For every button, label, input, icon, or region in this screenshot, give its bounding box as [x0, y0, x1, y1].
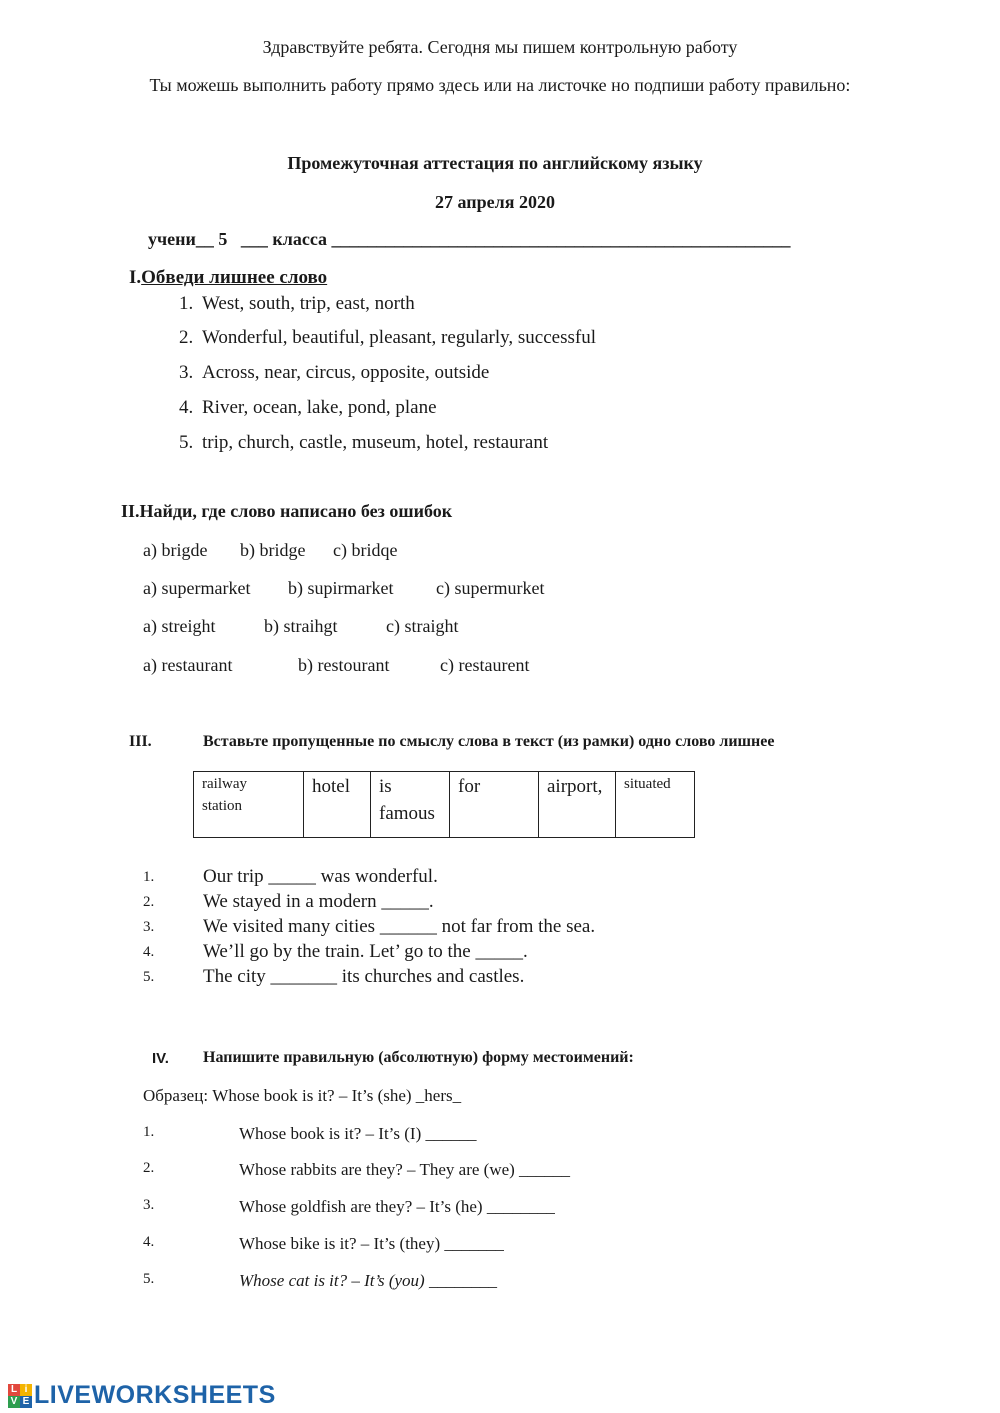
word-box-cell: hotel: [304, 772, 371, 838]
section-4-number: IV.: [152, 1050, 169, 1067]
page-title: Промежуточная аттестация по английскому языку: [287, 153, 703, 173]
item-number: 3.: [143, 919, 155, 935]
section-3-heading: Вставьте пропущенные по смыслу слова в текст (из рамки) одно слово лишнее: [203, 733, 775, 750]
item-text: The city _______ its churches and castles.: [203, 966, 525, 987]
item-text: We visited many cities ______ not far from the sea.: [203, 916, 596, 937]
item-number: 3.: [179, 362, 194, 383]
option-row: [143, 616, 843, 640]
item-text: Our trip _____ was wonderful.: [203, 866, 438, 887]
option-b[interactable]: b) straihgt: [264, 616, 338, 636]
list-item: [143, 916, 743, 940]
list-item: [179, 432, 779, 456]
item-number: 4.: [143, 944, 155, 960]
list-item: [143, 966, 743, 990]
item-number: 5.: [143, 1271, 155, 1287]
word-box-cell: is famous: [371, 772, 450, 838]
option-a[interactable]: a) brigde: [143, 540, 208, 560]
section-1-heading: [129, 267, 327, 289]
section-4-heading: Напишите правильную (абсолютную) форму местоимений:: [203, 1049, 634, 1066]
word-box-cell: situated: [616, 772, 695, 838]
logo-mark-icon: [8, 1384, 32, 1408]
item-text: Whose rabbits are they? – They are (we) ______: [239, 1160, 571, 1179]
item-number: 2.: [143, 1160, 155, 1176]
list-item: [143, 1271, 743, 1295]
item-number: 2.: [179, 327, 194, 348]
section-3-number: III.: [129, 733, 152, 750]
word-box-cell: railway station: [194, 772, 304, 838]
option-b[interactable]: b) restourant: [298, 655, 390, 675]
liveworksheets-logo[interactable]: [8, 1381, 276, 1410]
option-c[interactable]: c) bridqe: [333, 540, 398, 560]
student-line: учени__ 5 ___ класса ___________________________________________________: [148, 229, 791, 249]
item-text: Whose book is it? – It’s (I) ______: [239, 1124, 477, 1143]
word-box: [193, 771, 695, 838]
item-number: 2.: [143, 894, 155, 910]
item-number: 1.: [143, 1124, 155, 1140]
item-text: We stayed in a modern _____.: [203, 891, 434, 912]
item-text: Whose bike is it? – It’s (they) _______: [239, 1234, 504, 1253]
item-text: We’ll go by the train. Let’ go to the _____.: [203, 941, 528, 962]
option-c[interactable]: c) restaurent: [440, 655, 530, 675]
section-1-title: Обведи лишнее слово: [141, 267, 328, 288]
item-number: 4.: [179, 397, 194, 418]
item-text: Across, near, circus, opposite, outside: [202, 362, 490, 383]
list-item: [143, 941, 743, 965]
option-row: [143, 540, 843, 564]
item-number: 4.: [143, 1234, 155, 1250]
option-b[interactable]: b) bridge: [240, 540, 306, 560]
option-b[interactable]: b) supirmarket: [288, 578, 394, 598]
list-item: [143, 1234, 743, 1258]
option-a[interactable]: a) supermarket: [143, 578, 251, 598]
option-c[interactable]: c) supermurket: [436, 578, 545, 598]
list-item: [179, 327, 779, 351]
logo-text: LIVEWORKSHEETS: [34, 1381, 276, 1409]
intro-line-1: Здравствуйте ребята. Сегодня мы пишем контрольную работу: [262, 37, 738, 57]
list-item: [179, 293, 779, 317]
section-1-number: I.: [129, 267, 142, 288]
item-number: 5.: [179, 432, 194, 453]
list-item: [179, 362, 779, 386]
item-text: Whose goldfish are they? – It’s (he) ________: [239, 1197, 555, 1216]
intro-line-2: Ты можешь выполнить работу прямо здесь или на листочке но подпиши работу правильно:: [149, 75, 851, 95]
item-number: 1.: [179, 293, 194, 314]
logo-mark-cell: V: [8, 1396, 20, 1408]
option-row: [143, 578, 843, 602]
list-item: [143, 1197, 743, 1221]
option-row: [143, 655, 843, 679]
option-a[interactable]: a) streight: [143, 616, 216, 636]
item-text: River, ocean, lake, pond, plane: [202, 397, 437, 418]
option-c[interactable]: c) straight: [386, 616, 459, 636]
item-text: West, south, trip, east, north: [202, 293, 415, 314]
date: 27 апреля 2020: [435, 192, 555, 212]
list-item: [179, 397, 779, 421]
list-item: [143, 1160, 743, 1184]
item-text: trip, church, castle, museum, hotel, restaurant: [202, 432, 549, 453]
list-item: [143, 1124, 743, 1148]
logo-mark-cell: L: [8, 1384, 20, 1396]
list-item: [143, 891, 743, 915]
item-text: Whose cat is it? – It’s (you) ________: [239, 1271, 497, 1290]
option-a[interactable]: a) restaurant: [143, 655, 233, 675]
sample-line: Образец: Whose book is it? – It’s (she) _hers_: [143, 1086, 462, 1105]
word-box-cell: for: [450, 772, 539, 838]
section-2-heading: II.Найди, где слово написано без ошибок: [121, 501, 453, 521]
item-text: Wonderful, beautiful, pleasant, regularly, successful: [202, 327, 596, 348]
logo-mark-cell: i: [20, 1384, 32, 1396]
item-number: 1.: [143, 869, 155, 885]
logo-mark-cell: E: [20, 1396, 32, 1408]
word-box-cell: airport,: [539, 772, 616, 838]
list-item: [143, 866, 743, 890]
item-number: 3.: [143, 1197, 155, 1213]
item-number: 5.: [143, 969, 155, 985]
